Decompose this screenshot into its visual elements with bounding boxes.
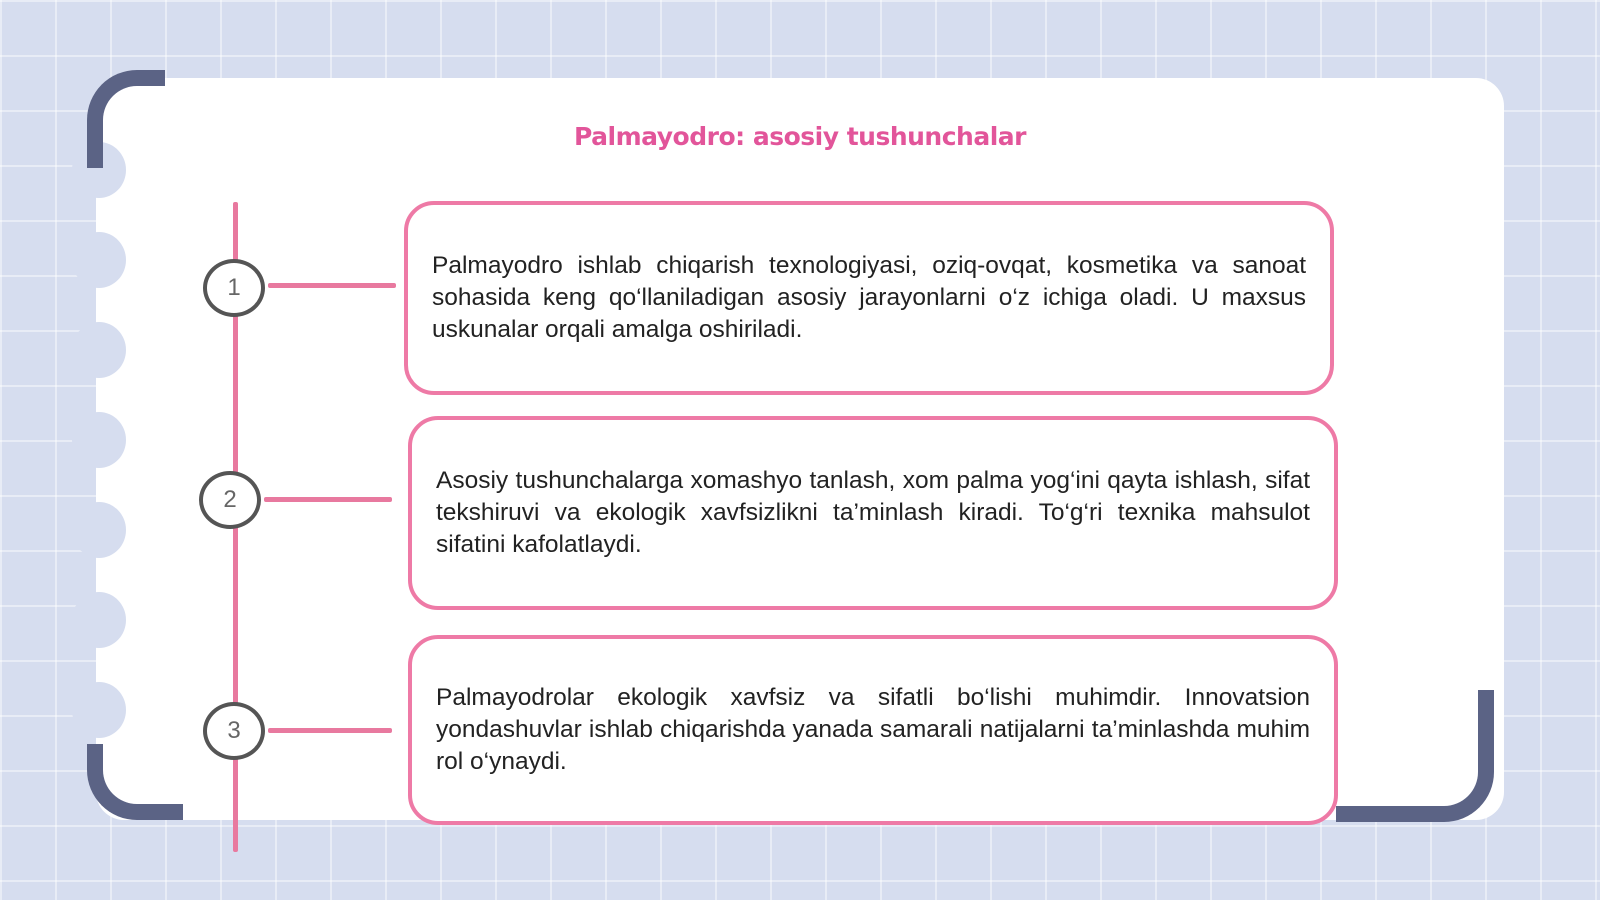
step-number-circle: [203, 259, 265, 317]
step-card: [408, 416, 1338, 610]
step-number: 3: [227, 717, 241, 744]
step-number-circle: [199, 471, 261, 529]
step-description: Palmayodrolar ekologik xavfsiz va sifatli bo‘lishi muhimdir. Innovatsion yondashuvlar ishlab chiqarishda yanada samarali natijalarni ta’minlashda muhim rol o‘ynaydi.: [436, 684, 1310, 775]
notebook-hole: [72, 412, 126, 468]
step-card: [404, 201, 1334, 395]
connector-line: [264, 497, 392, 502]
connector-line: [268, 728, 392, 733]
connector-line: [268, 283, 396, 288]
step-description: Asosiy tushunchalarga xomashyo tanlash, xom palma yog‘ini qayta ishlash, sifat tekshiruvi va ekologik xavfsizlikni ta’minlash kiradi. To‘g‘ri texnika mahsulot sifatini kafolatlaydi.: [436, 467, 1310, 558]
notebook-hole: [72, 502, 126, 558]
notebook-hole: [72, 682, 126, 738]
step-number: 1: [227, 274, 241, 301]
step-number: 2: [223, 486, 237, 513]
step-description: Palmayodro ishlab chiqarish texnologiyasi, oziq-ovqat, kosmetika va sanoat sohasida keng qo‘llaniladigan asosiy jarayonlarni o‘z ichiga oladi. U maxsus uskunalar orqali amalga oshiriladi.: [432, 252, 1306, 343]
step-number-circle: [203, 702, 265, 760]
notebook-hole: [72, 322, 126, 378]
corner-bracket-top-left: [87, 70, 165, 168]
corner-bracket-bottom-right: [1336, 690, 1494, 822]
notebook-hole: [72, 592, 126, 648]
step-card: [408, 635, 1338, 825]
notebook-hole: [72, 232, 126, 288]
slide-title: Palmayodro: asosiy tushunchalar: [574, 122, 1026, 151]
